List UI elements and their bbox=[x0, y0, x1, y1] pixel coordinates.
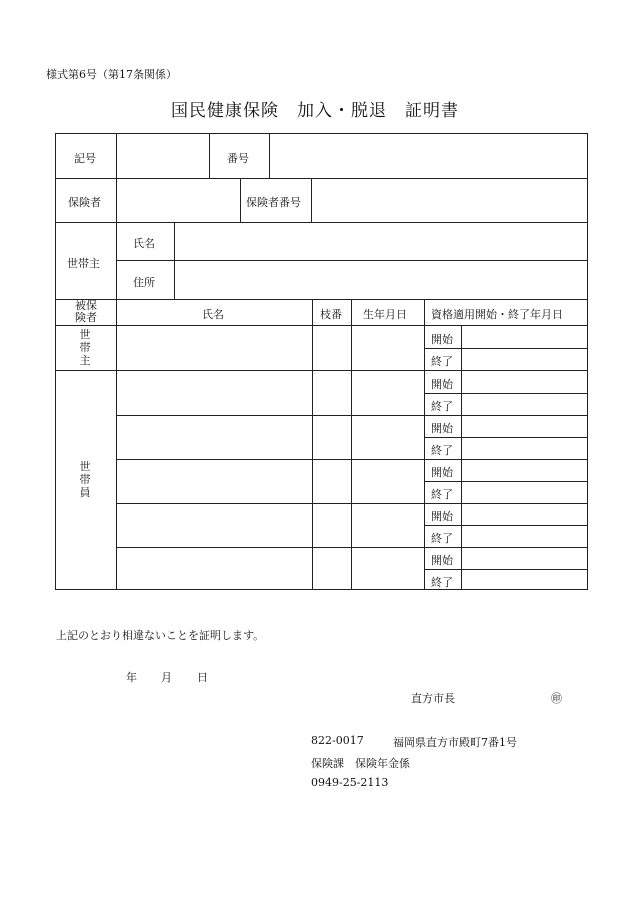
hokensha-label: 保険者 bbox=[68, 196, 101, 209]
start-label: 開始 bbox=[431, 510, 453, 523]
mayor-label: 直方市長 bbox=[411, 692, 455, 705]
head-name-field[interactable] bbox=[117, 326, 311, 369]
end-label: 終了 bbox=[431, 576, 453, 589]
col-name-header: 氏名 bbox=[202, 308, 224, 321]
setainushi-address-field[interactable] bbox=[175, 261, 587, 299]
seal-mark: ㊞ bbox=[551, 692, 562, 705]
bango-field[interactable] bbox=[270, 134, 587, 177]
member-name-field[interactable] bbox=[117, 460, 311, 502]
date-year: 年 bbox=[126, 671, 137, 684]
start-label: 開始 bbox=[431, 378, 453, 391]
end-label: 終了 bbox=[431, 488, 453, 501]
page-title: 国民健康保険 加入・脱退 証明書 bbox=[171, 101, 459, 121]
end-label: 終了 bbox=[431, 400, 453, 413]
date-day: 日 bbox=[197, 671, 208, 684]
hokensha-field[interactable] bbox=[117, 179, 239, 221]
end-label: 終了 bbox=[431, 444, 453, 457]
setainushi-name-field[interactable] bbox=[175, 223, 587, 259]
member-name-field[interactable] bbox=[117, 371, 311, 414]
setainushi-label: 世帯主 bbox=[67, 257, 100, 270]
member-name-field[interactable] bbox=[117, 548, 311, 589]
col-period-header: 資格適用開始・終了年月日 bbox=[431, 308, 563, 321]
start-label: 開始 bbox=[431, 333, 453, 346]
form-number: 様式第6号（第17条関係） bbox=[46, 68, 177, 81]
jusho-label: 住所 bbox=[133, 276, 155, 289]
member-label: 世帯員 bbox=[79, 460, 91, 499]
bango-label: 番号 bbox=[227, 152, 249, 165]
certify-text: 上記のとおり相違ないことを証明します。 bbox=[56, 629, 265, 642]
member-name-field[interactable] bbox=[117, 416, 311, 458]
hokensha-bango-field[interactable] bbox=[312, 179, 587, 221]
date-month: 月 bbox=[161, 671, 172, 684]
row-head-label: 世帯主 bbox=[79, 328, 91, 367]
start-label: 開始 bbox=[431, 466, 453, 479]
kigo-label: 記号 bbox=[74, 152, 96, 165]
hokensha-bango-label: 保険者番号 bbox=[246, 196, 301, 209]
col-edaban-header: 枝番 bbox=[320, 308, 342, 321]
end-label: 終了 bbox=[431, 355, 453, 368]
kigo-field[interactable] bbox=[117, 134, 208, 177]
phone: 0949-25-2113 bbox=[311, 776, 389, 789]
head-edaban-field[interactable] bbox=[313, 326, 350, 369]
hihokensha-label: 被保 険者 bbox=[75, 299, 97, 324]
head-birth-field[interactable] bbox=[352, 326, 423, 369]
department: 保険課 保険年金係 bbox=[311, 757, 410, 770]
end-label: 終了 bbox=[431, 532, 453, 545]
start-label: 開始 bbox=[431, 554, 453, 567]
member-name-field[interactable] bbox=[117, 504, 311, 546]
shimei-label: 氏名 bbox=[133, 237, 155, 250]
address: 福岡県直方市殿町7番1号 bbox=[393, 736, 517, 749]
col-birth-header: 生年月日 bbox=[363, 308, 407, 321]
postal-code: 822-0017 bbox=[311, 734, 364, 747]
start-label: 開始 bbox=[431, 422, 453, 435]
